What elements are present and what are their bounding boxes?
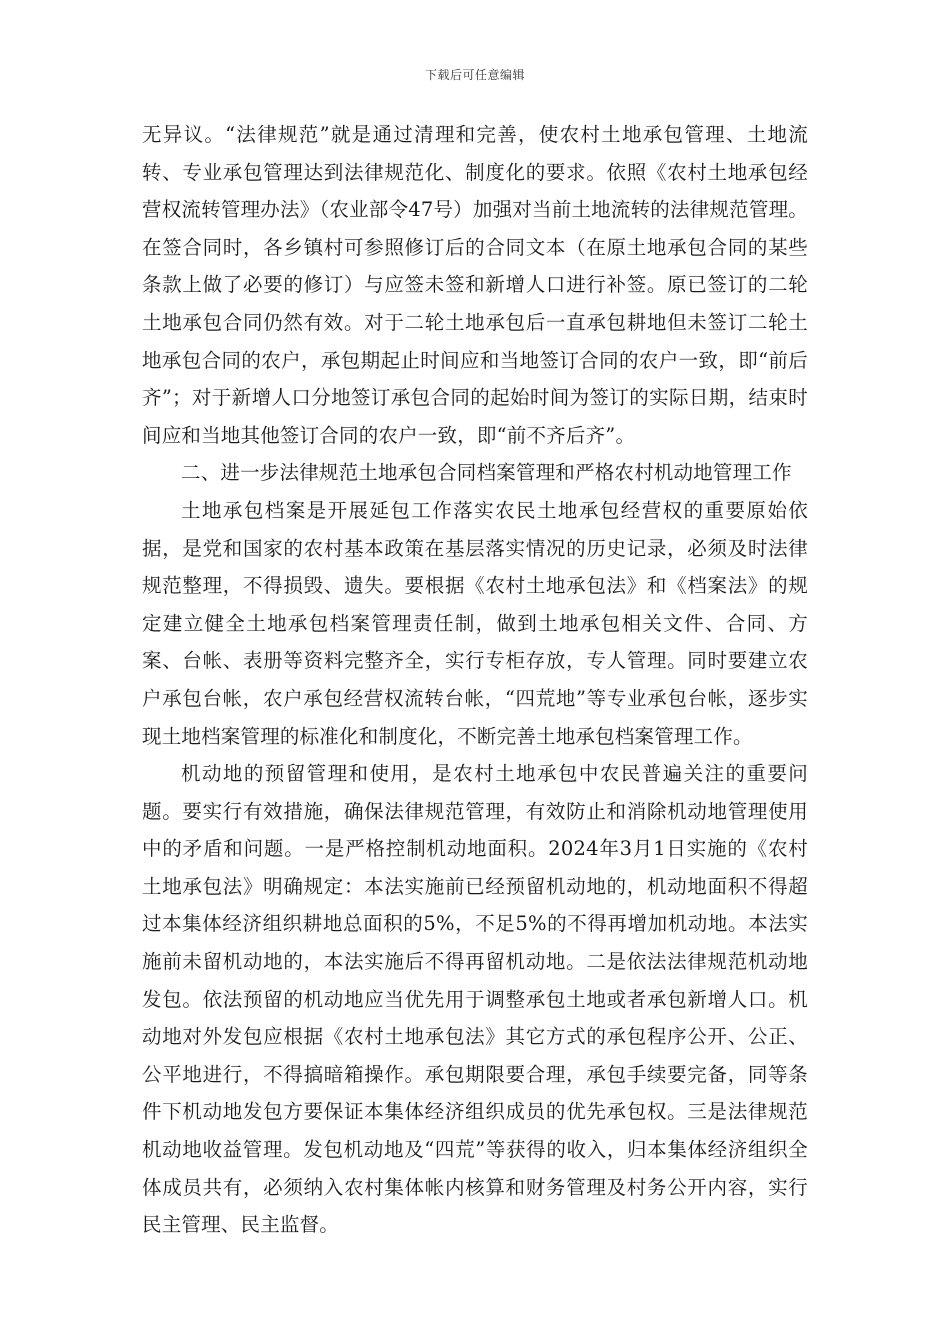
document-body (142, 116, 808, 1244)
paragraph-reserved-land: 机动地的预留管理和使用，是农村土地承包中农民普遍关注的重要问题。要实行有效措施，确保法律规范管理，有效防止和消除机动地管理使用中的矛盾和问题。一是严格控制机动地面积。2024年3月1日实施的《农村土地承包法》明确规定：本法实施前已经预留机动地的，机动地面积不得超过本集体经济组织耕地总面积的5%，不足5%的不得再增加机动地。本法实施前未留机动地的，本法实施后不得再留机动地。二是依法法律规范机动地发包。依法预留的机动地应当优先用于调整承包土地或者承包新增人口。机动地对外发包应根据《农村土地承包法》其它方式的承包程序公开、公正、公平地进行，不得搞暗箱操作。承包期限要合理，承包手续要完备，同等条件下机动地发包方要保证本集体经济组织成员的优先承包权。三是法律规范机动地收益管理。发包机动地及“四荒”等获得的收入，归本集体经济组织全体成员共有，必须纳入农村集体帐内核算和财务管理及村务公开内容，实行民主管理、民主监督。 (142, 762, 808, 1237)
paragraph-continuation: 无异议。“法律规范”就是通过清理和完善，使农村土地承包管理、土地流转、专业承包管理达到法律规范化、制度化的要求。依照《农村土地承包经营权流转管理办法》（农业部令47号）加强对当前土地流转的法律规范管理。在签合同时，各乡镇村可参照修订后的合同文本（在原土地承包合同的某些条款上做了必要的修订）与应签未签和新增人口进行补签。原已签订的二轮土地承包合同仍然有效。对于二轮土地承包后一直承包耕地但未签订二轮土地承包合同的农户，承包期起止时间应和当地签订合同的农户一致，即“前后齐”；对于新增人口分地签订承包合同的起始时间为签订的实际日期，结束时间应和当地其他签订合同的农户一致，即“前不齐后齐”。 (142, 123, 808, 447)
section-heading: 二、进一步法律规范土地承包合同档案管理和严格农村机动地管理工作 (181, 461, 792, 485)
page-header-note: 下载后可任意编辑 (424, 68, 525, 82)
paragraph-archive-management: 土地承包档案是开展延包工作落实农民土地承包经营权的重要原始依据，是党和国家的农村基本政策在基层落实情况的历史记录，必须及时法律规范整理，不得损毁、遗失。要根据《农村土地承包法》和《档案法》的规定建立健全土地承包档案管理责任制，做到土地承包相关文件、合同、方案、台帐、表册等资料完整齐全，实行专柜存放，专人管理。同时要建立农户承包台帐，农户承包经营权流转台帐，“四荒地”等专业承包台帐，逐步实现土地档案管理的标准化和制度化，不断完善土地承包档案管理工作。 (142, 498, 808, 748)
